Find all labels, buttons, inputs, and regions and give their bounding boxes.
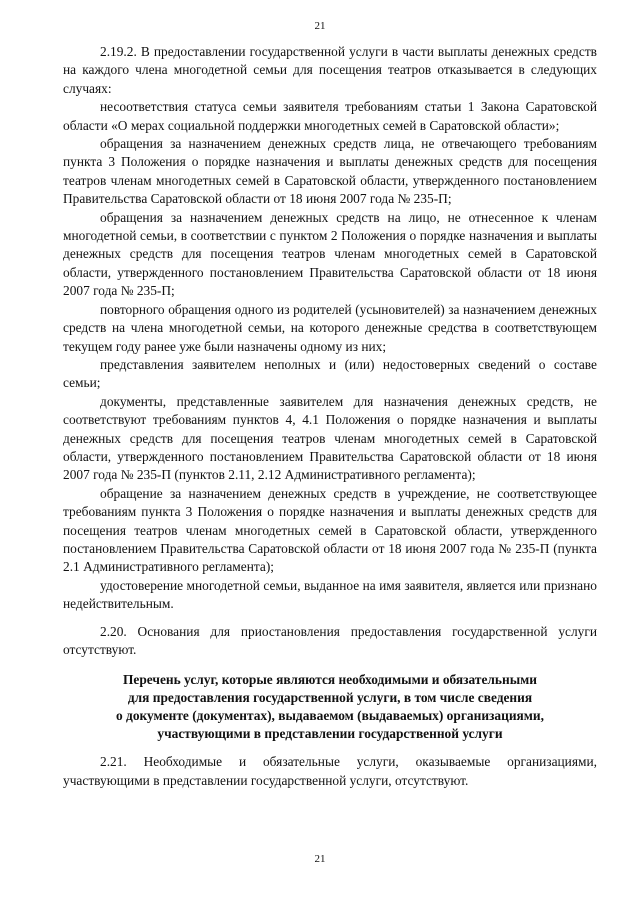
heading-line: Перечень услуг, которые являются необходимыми и обязательными: [123, 672, 537, 688]
page-number-bottom: 21: [314, 853, 326, 865]
heading-line: участвующими в представлении государственной услуги: [157, 726, 503, 742]
paragraph-documents-mismatch: документы, представленные заявителем для назначения денежных средств, не соответствуют требованиям пунктов 4, 4.1 Положения о порядке назначения и выплаты денежных средств для посещения театров членам многодетных семей в Саратовской области, утвержденного постановлением Правительства Саратовской области от 18 июня 2007 года № 235-П (пунктов 2.11, 2.12 Административного регламента);: [63, 393, 597, 483]
paragraph-non-family-member: обращения за назначением денежных средств на лицо, не отнесенное к членам многодетной семьи, в соответствии с пунктом 2 Положения о порядке назначения и выплаты денежных средств для посещения театров членам многодетных семей в Саратовской области, утвержденного постановлением Правительства Саратовской области от 18 июня 2007 года № 235-П;: [63, 209, 597, 299]
paragraph-applicant-requirements: обращения за назначением денежных средств лица, не отвечающего требованиям пункта 3 Положения о порядке назначения и выплаты денежных средств для посещения театров членам многодетных семей в Саратовской области, утвержденного постановлением Правительства Саратовской области от 18 июня 2007 года № 235-П;: [63, 136, 597, 207]
heading-line: для предоставления государственной услуги, в том числе сведения: [127, 690, 533, 706]
paragraph-status-mismatch: несоответствия статуса семьи заявителя требованиям статьи 1 Закона Саратовской области «О мерах социальной поддержки многодетных семей в Саратовской области»;: [63, 99, 597, 133]
section-heading: [63, 671, 597, 743]
paragraph-repeat-application: повторного обращения одного из родителей (усыновителей) за назначением денежных средств на члена многодетной семьи, на которого денежные средства в соответствующем текущем году ранее уже были назначены одному из них;: [63, 301, 597, 354]
paragraph-wrong-institution: обращение за назначением денежных средств в учреждение, не соответствующее требованиям пункта 3 Положения о порядке назначения и выплаты денежных средств для посещения театров членам многодетных семей в Саратовской области, утвержденного постановлением Правительства Саратовской области от 18 июня 2007 года № 235-П (пункта 2.1 Административного регламента);: [63, 485, 597, 575]
page-content: [63, 43, 597, 790]
paragraph-2-19-2: 2.19.2. В предоставлении государственной услуги в части выплаты денежных средств на каждого члена многодетной семьи для посещения театров отказывается в следующих случаях:: [63, 44, 597, 96]
paragraph-2-21: 2.21. Необходимые и обязательные услуги, оказываемые организациями, участвующими в представлении государственной услуги, отсутствуют.: [63, 754, 597, 788]
paragraph-2-20: 2.20. Основания для приостановления предоставления государственной услуги отсутствуют.: [63, 623, 597, 657]
paragraph-invalid-certificate: удостоверение многодетной семьи, выданное на имя заявителя, является или признано недействительным.: [63, 577, 597, 612]
heading-line: о документе (документах), выдаваемом (выдаваемых) организациями,: [116, 708, 544, 724]
page-number-top: 21: [314, 20, 326, 32]
paragraph-incomplete-info: представления заявителем неполных и (или) недостоверных сведений о составе семьи;: [63, 356, 597, 391]
